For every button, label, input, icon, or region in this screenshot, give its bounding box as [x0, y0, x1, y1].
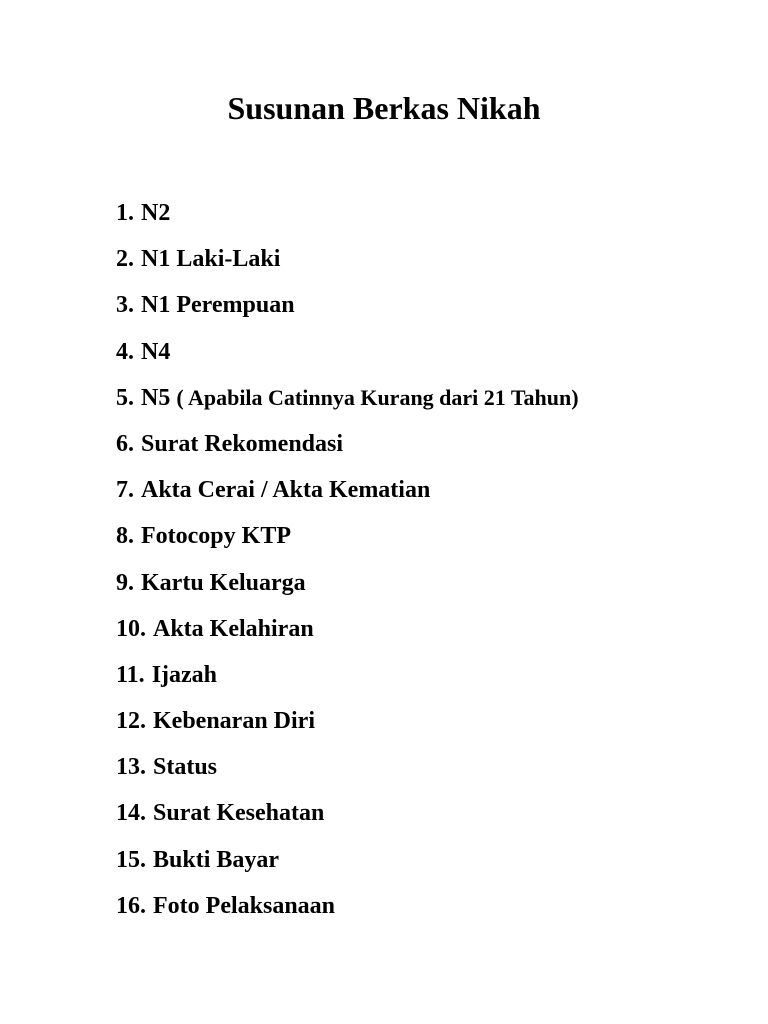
list-item — [116, 472, 579, 518]
list-item — [116, 195, 579, 241]
list-item-text: N2 — [141, 200, 171, 226]
list-item — [116, 287, 579, 333]
list-item-number: 5. — [116, 384, 134, 411]
list-item-text: Akta Cerai / Akta Kematian — [141, 477, 431, 504]
list-item-text: Foto Pelaksanaan — [153, 892, 336, 919]
list-item-text: N1 Laki-Laki — [141, 246, 281, 273]
list-item-text: Bukti Bayar — [153, 846, 280, 873]
document-title: Susunan Berkas Nikah — [227, 90, 541, 126]
list-item-text: Surat Rekomendasi — [141, 430, 344, 457]
list-item-number: 7. — [116, 477, 134, 504]
list-item-number: 10. — [116, 615, 146, 642]
list-item-text: N1 Perempuan — [141, 292, 295, 319]
list-item-text: Ijazah — [151, 661, 218, 688]
list-item — [116, 565, 579, 611]
list-item — [116, 380, 579, 426]
list-item-number: 1. — [116, 200, 134, 226]
list-item-number: 4. — [116, 338, 134, 365]
list-item — [116, 611, 579, 657]
list-item-text: Kebenaran Diri — [153, 708, 315, 735]
list-item-text: Kartu Keluarga — [141, 569, 306, 596]
list-item-text: Fotocopy KTP — [141, 523, 291, 550]
list-item-text: Status — [153, 754, 218, 781]
list-item-number: 15. — [116, 846, 146, 873]
list-item — [116, 657, 579, 703]
list-item — [116, 518, 579, 564]
list-item — [116, 426, 579, 472]
list-item — [116, 703, 579, 749]
list-item-text: Surat Kesehatan — [153, 800, 325, 827]
document-list — [116, 195, 579, 934]
list-item-number: 9. — [116, 569, 134, 596]
list-item — [116, 334, 579, 380]
list-item — [116, 842, 579, 888]
list-item-number: 8. — [116, 523, 134, 550]
list-item-text: Akta Kelahiran — [153, 615, 314, 642]
list-item-number: 2. — [116, 246, 134, 273]
list-item-text: N4 — [141, 338, 171, 365]
list-item-number: 6. — [116, 430, 134, 457]
list-item-number: 13. — [116, 754, 146, 781]
list-item-text: N5 — [141, 384, 171, 411]
list-item — [116, 888, 579, 934]
list-item-number: 12. — [116, 708, 146, 735]
list-item-number: 14. — [116, 800, 146, 827]
list-item — [116, 749, 579, 795]
list-item — [116, 241, 579, 287]
list-item-number: 3. — [116, 292, 134, 319]
list-item-note: ( Apabila Catinnya Kurang dari 21 Tahun) — [176, 384, 579, 410]
list-item-number: 11. — [116, 661, 145, 688]
list-item-number: 16. — [116, 892, 146, 919]
list-item — [116, 795, 579, 841]
